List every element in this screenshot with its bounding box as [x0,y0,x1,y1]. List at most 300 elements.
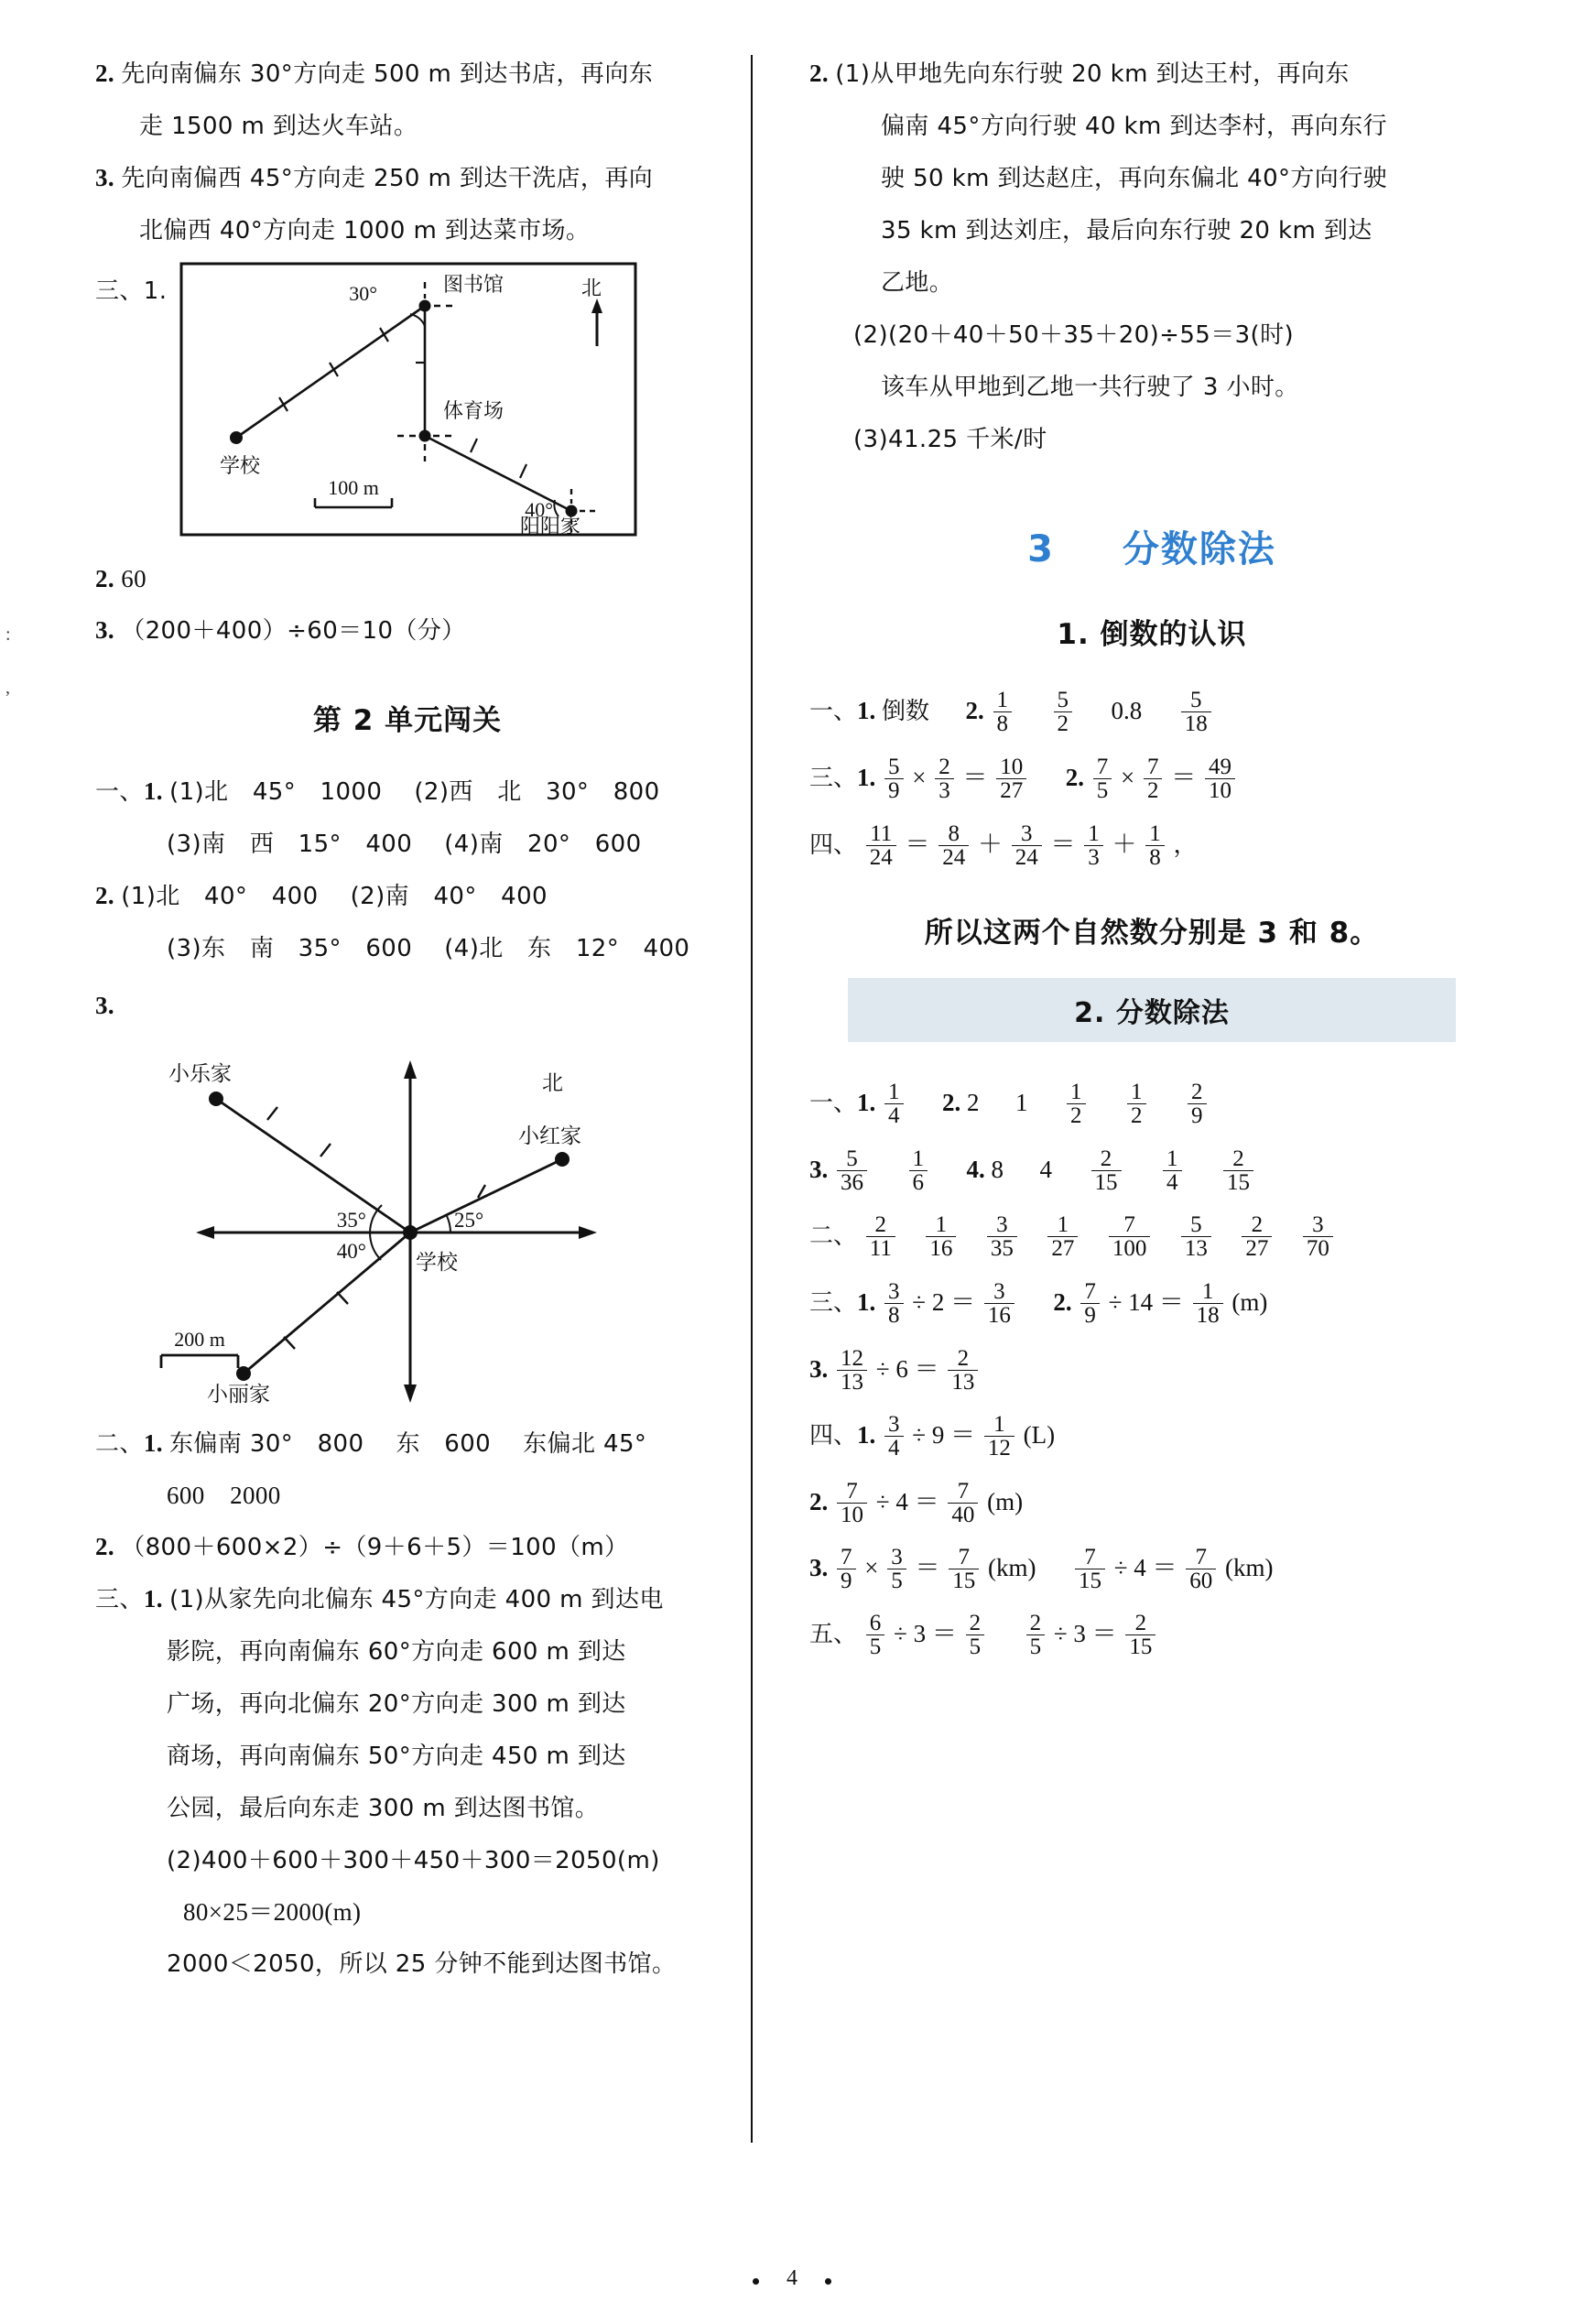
fraction [1091,1147,1122,1195]
fraction [1054,689,1073,736]
denominator: 13 [1181,1236,1211,1261]
operator: ÷ [894,1620,907,1647]
unit-label: (km) [987,1554,1036,1581]
operator: ＋ [978,831,1004,858]
denominator: 15 [949,1569,979,1593]
fraction [948,1347,978,1395]
item-number: 3. [809,1355,829,1383]
denominator: 5 [966,1634,985,1659]
item-number: 3. [95,616,115,644]
section-prefix: 二、 [95,1430,144,1458]
numerator: 2 [957,1345,970,1371]
figure-homes-compass [108,1024,720,1417]
equation-r2-san-3 [809,1336,1494,1402]
left-column [0,0,751,2243]
answer-value: 8 [991,1156,1004,1183]
figure-angle-35: 35° [336,1209,366,1232]
numerator: 3 [1021,820,1033,846]
numerator: 3 [888,1278,900,1304]
answer-line-er-1 [95,1417,720,1470]
answer-line-er-1b [95,1470,720,1521]
denominator: 3 [1084,845,1103,870]
section-prefix: 三、 [809,765,858,792]
fraction [984,1413,1014,1461]
numerator: 5 [846,1146,858,1171]
figure-scale-200m: 200 m [174,1328,225,1351]
numerator: 7 [841,1544,852,1569]
denominator: 24 [938,845,969,870]
equals: ＝ [915,1554,940,1581]
answer-value: 2 [931,1288,945,1316]
answer-value: 4 [1039,1156,1052,1183]
fraction [1075,1546,1105,1593]
item-text: (3)南 西 15° 400 (4)南 20° 600 [167,831,642,858]
equation-r2-wu [809,1601,1494,1667]
fraction [1127,1081,1146,1128]
item-text: 先向南偏西 45°方向走 250 m 到达干洗店，再向 [121,165,654,192]
numerator: 2 [874,1211,887,1237]
denominator: 16 [926,1236,956,1261]
fraction [1186,1546,1216,1593]
fraction [1181,689,1211,736]
numerator: 2 [1232,1146,1244,1171]
equation-r2-san-1 [809,1269,1494,1336]
chapter-title: 分数除法 [1122,528,1276,570]
library-map-svg [179,262,637,537]
fraction [1012,822,1042,870]
numerator: 1 [935,1211,948,1237]
denominator: 4 [1163,1170,1182,1195]
section-prefix: 三、 [809,1289,858,1317]
numerator: 8 [948,820,960,846]
answer-value: 3 [913,1620,927,1647]
denominator: 2 [1054,711,1073,736]
fraction [884,1413,904,1461]
numerator: 2 [1134,1610,1147,1635]
heading-unit-2: 第 2 单元闯关 [312,704,503,737]
numerator: 7 [1084,1544,1096,1569]
answer-line-yi-1 [95,766,720,818]
item-number: 2. [942,1089,961,1116]
numerator: 3 [888,1411,900,1437]
item-text: 偏南 45°方向行驶 40 km 到达李村，再向东行 [881,113,1388,140]
numerator: 6 [869,1610,882,1635]
operator: ÷ [875,1488,890,1515]
answer-value: 9 [931,1421,945,1449]
denominator: 15 [1223,1170,1253,1195]
numerator: 2 [1191,1079,1203,1104]
fraction [1181,1213,1211,1261]
numerator: 1 [1070,1079,1082,1104]
answer-line-2b [95,100,720,152]
denominator: 12 [984,1436,1014,1461]
figure-label-north-2: 北 [542,1071,563,1095]
denominator: 2 [1067,1103,1086,1128]
denominator: 15 [1091,1170,1122,1195]
item-text: 公园，最后向东走 300 m 到达图书馆。 [167,1795,600,1822]
numerator: 7 [1195,1544,1208,1569]
item-number: 1. [857,1089,876,1116]
numerator: 5 [888,754,900,779]
item-number: 2. [1053,1288,1072,1316]
denominator: 16 [984,1303,1014,1328]
equals: ＝ [905,831,930,858]
numerator: 1 [1166,1146,1178,1171]
section-prefix: 一、 [809,698,858,725]
answer-line-r2-1b [809,100,1494,152]
answer-line-r2-2b [809,361,1494,413]
item-text: 商场，再向南偏东 50°方向走 450 m 到达 [167,1743,626,1770]
figure-label-stadium: 体育场 [443,400,504,423]
equals: ＝ [914,1488,939,1515]
answer-line-san3-1d [95,1730,720,1782]
denominator: 100 [1109,1236,1151,1261]
equation-yi-1 [809,678,1494,744]
numerator: 1 [993,1411,1005,1437]
item-text: 驶 50 km 到达赵庄，再向东偏北 40°方向行驶 [881,165,1388,192]
denominator: 9 [884,778,904,803]
equals: ＝ [931,1620,957,1647]
fraction [837,1480,867,1527]
numerator: 7 [1146,754,1159,779]
fraction [884,1280,904,1328]
section-prefix: 一、 [809,1090,858,1117]
fraction [866,822,896,870]
item-text: 先向南偏东 30°方向走 500 m 到达书店，再向东 [121,60,654,88]
heading-section-2: 所以这两个自然数分别是 3 和 8。 [924,917,1380,950]
fraction [1067,1081,1086,1128]
answer-value: 2 [967,1089,980,1116]
denominator: 5 [887,1569,906,1593]
chapter-number: 3 [1027,528,1055,570]
unit-label: (m) [987,1488,1024,1515]
fraction [993,689,1013,736]
numerator: 49 [1208,754,1231,779]
equation-r2-yi-3 [809,1136,1494,1202]
answer-line-san3-1b [95,1625,720,1678]
fraction [935,755,954,803]
item-number: 2. [95,1533,115,1560]
numerator: 7 [1096,754,1109,779]
item-text: 北偏西 40°方向走 1000 m 到达菜市场。 [139,217,591,244]
fraction [949,1546,979,1593]
item-text: (1)从家先向北偏东 45°方向走 400 m 到达电 [169,1586,664,1613]
denominator: 70 [1303,1236,1333,1261]
fraction [1047,1213,1078,1261]
fraction [909,1147,928,1195]
section-prefix: 二、 [809,1222,858,1250]
numerator: 3 [993,1278,1005,1304]
item-text: (1)从甲地先向东行驶 20 km 到达王村，再向东 [835,60,1350,88]
item-number: 2. [95,565,115,592]
numerator: 3 [996,1211,1008,1237]
numerator: 1 [912,1146,924,1171]
right-column [753,0,1558,2243]
numerator: 5 [1057,687,1069,712]
fraction [1125,1612,1155,1659]
denominator: 11 [866,1236,895,1261]
equation-r2-si-1 [809,1402,1494,1469]
fraction [1188,1081,1207,1128]
numerator: 2 [1251,1211,1264,1237]
fraction [837,1546,856,1593]
margin-mark-lower: , [5,678,10,698]
equals: ＝ [1091,1620,1117,1647]
unit-label: (m) [1231,1288,1268,1316]
figure-angle-25: 25° [454,1209,484,1232]
figure-label-san-1: 三、1. [95,277,168,305]
denominator: 13 [837,1370,867,1395]
item-number: 1. [857,1288,876,1316]
numerator: 7 [846,1478,858,1504]
operator: ÷ [912,1288,927,1316]
page-footer [0,2266,1584,2291]
section-prefix: 四、 [809,1422,858,1450]
figure-label-school: 学校 [220,455,261,478]
unit-label: (L) [1023,1421,1056,1449]
answer-value: 倒数 [882,698,930,725]
fraction [938,822,969,870]
figure-scale-100m: 100 m [328,476,379,499]
denominator: 4 [884,1436,904,1461]
numerator: 2 [969,1610,982,1635]
equation-r2-si-3 [809,1535,1494,1601]
answer-line-2a [95,48,720,100]
denominator: 18 [1193,1303,1223,1328]
item-text: 60 [121,565,147,592]
item-number: 1. [857,764,876,791]
operator: ÷ [1108,1288,1123,1316]
item-text: (3)东 南 35° 600 (4)北 东 12° 400 [167,935,690,962]
answer-line-r2-3 [809,413,1494,465]
numerator: 3 [1312,1211,1324,1237]
denominator: 27 [996,778,1026,803]
operator: ÷ [1113,1554,1128,1581]
fraction [1303,1213,1333,1261]
fraction [984,1280,1014,1328]
numerator: 1 [1131,1079,1143,1104]
numerator: 1 [888,1079,900,1104]
numerator: 11 [870,820,893,846]
denominator: 3 [935,778,954,803]
item-number: 2. [809,60,830,87]
figure-label-school-center: 学校 [416,1251,458,1275]
item-text: 广场，再向北偏东 20°方向走 300 m 到达 [167,1690,626,1718]
homes-compass-svg [108,1024,621,1417]
operator: ÷ [875,1355,890,1383]
denominator: 5 [1093,778,1112,803]
answer-line-r2-1e [809,256,1494,309]
answer-value: 1 [1015,1089,1028,1116]
equals: ＝ [950,1421,976,1449]
figure-label-yangyang: 阳阳家 [520,516,581,537]
figure-angle-30: 30° [349,282,377,305]
operator: × [912,764,927,791]
denominator: 5 [866,1634,885,1659]
equation-r2-si-2 [809,1469,1494,1535]
item-text: (3)41.25 千米/时 [853,426,1047,453]
answer-line-yi-2 [95,870,720,922]
item-number: 3. [809,1156,829,1183]
item-text: 600 2000 [167,1482,281,1509]
fraction [837,1347,867,1395]
equals: ＝ [1050,831,1076,858]
answer-value: 3 [1073,1620,1086,1647]
denominator: 8 [1145,845,1165,870]
denominator: 60 [1186,1569,1216,1593]
answer-line-3b [95,204,720,256]
numerator: 10 [1000,754,1024,779]
answer-value: 6 [895,1355,908,1383]
denominator: 13 [948,1370,978,1395]
item-number: 3. [95,164,115,191]
heading-section-1: 1. 倒数的认识 [1057,618,1247,651]
item-number: 2. [95,882,115,909]
figure-label-3: 3. [95,992,115,1019]
numerator: 7 [957,1478,970,1504]
equals: ＝ [1158,1288,1184,1316]
figure-angle-40b: 40° [336,1240,366,1263]
item-text: （200＋400）÷60＝10（分） [121,617,466,645]
equals: ＝ [914,1355,939,1383]
equals: ＝ [1171,764,1197,791]
trailing-punct: ， [1173,831,1198,859]
equation-san-1 [809,744,1494,811]
equation-si-1 [809,811,1494,878]
denominator: 8 [993,711,1013,736]
denominator: 5 [1026,1634,1046,1659]
item-number: 2. [1065,764,1084,791]
answer-line-san3-1e [95,1782,720,1834]
numerator: 5 [1190,1211,1202,1237]
fraction [1109,1213,1151,1261]
answer-line-r2-1 [809,48,1494,100]
denominator: 2 [1144,778,1163,803]
item-text: (1)北 45° 1000 (2)西 北 30° 800 [169,778,660,806]
item-text: 2000＜2050，所以 25 分钟不能到达图书馆。 [167,1950,677,1978]
figure-label-library: 图书馆 [443,274,504,297]
fraction [1084,822,1103,870]
figure-label-xiaoli: 小丽家 [207,1383,270,1406]
item-number: 2. [965,697,984,724]
answer-decimal: 0.8 [1111,697,1143,724]
fraction [1205,755,1235,803]
item-number: 2. [809,1488,829,1515]
item-number: 3. [809,1554,829,1581]
fraction [884,1081,904,1128]
numerator: 5 [1190,687,1202,712]
answer-line-2-60 [95,553,720,604]
item-number: 1. [857,1421,876,1449]
denominator: 36 [837,1170,867,1195]
answer-line-yi-1b [95,818,720,870]
numerator: 2 [1100,1146,1112,1171]
answer-line-r2-2 [809,309,1494,361]
denominator: 27 [1242,1236,1272,1261]
equals: ＝ [950,1288,976,1316]
item-number: 1. [143,777,163,805]
footer-dot-right [825,2278,831,2285]
fraction [1193,1280,1223,1328]
numerator: 2 [938,754,950,779]
item-text: (2)(20＋40＋50＋35＋20)÷55＝3(时) [853,321,1295,349]
figure-library-map [179,262,637,537]
denominator: 24 [866,845,896,870]
denominator: 2 [1127,1103,1146,1128]
item-number: 4. [966,1156,985,1183]
fraction [884,755,904,803]
item-number: 1. [143,1429,163,1457]
numerator: 1 [1201,1278,1214,1304]
operator: ÷ [1053,1620,1068,1647]
denominator: 40 [948,1503,978,1527]
figure-label-north: 北 [580,277,602,300]
item-number: 1. [143,1585,163,1613]
fraction [1026,1612,1046,1659]
numerator: 12 [841,1345,863,1371]
fraction [926,1213,956,1261]
item-text: (1)北 40° 400 (2)南 40° 400 [121,883,548,910]
answer-line-3-calc [95,604,720,657]
item-text: 该车从甲地到乙地一共行驶了 3 小时。 [881,374,1299,401]
numerator: 7 [1084,1278,1096,1304]
fraction [966,1612,985,1659]
numerator: 7 [958,1544,970,1569]
margin-mark-upper: : [5,624,11,645]
equals: ＝ [962,764,988,791]
fraction [1242,1213,1272,1261]
fraction [987,1213,1017,1261]
numerator: 1 [1149,820,1161,846]
section-prefix: 一、 [95,778,144,806]
figure-label-xiaohong: 小红家 [518,1124,581,1148]
fraction [1145,822,1165,870]
equation-r2-er [809,1202,1494,1269]
answer-line-san3-3 [95,1886,720,1938]
unit-label: (km) [1225,1554,1274,1581]
item-text: （800＋600×2）÷（9＋6＋5）＝100（m） [121,1534,629,1561]
fraction [996,755,1026,803]
item-text: 走 1500 m 到达火车站。 [139,113,418,140]
answer-value: 14 [1128,1288,1154,1316]
answer-line-r2-1d [809,204,1494,256]
operator: × [1121,764,1135,791]
item-text: 东偏南 30° 800 东 600 东偏北 45° [169,1430,647,1458]
answer-line-er-2 [95,1521,720,1573]
operator: ＋ [1112,831,1137,858]
numerator: 7 [1123,1211,1135,1237]
denominator: 15 [1125,1634,1155,1659]
operator: × [864,1554,879,1581]
fraction [1093,755,1112,803]
numerator: 1 [1088,820,1100,846]
fraction [1080,1280,1100,1328]
fraction [866,1213,895,1261]
figure-block-library [95,262,720,537]
denominator: 9 [1188,1103,1207,1128]
denominator: 18 [1181,711,1211,736]
denominator: 9 [1080,1303,1100,1328]
numerator: 1 [1057,1211,1069,1237]
item-text: (2)400＋600＋300＋450＋300＝2050(m) [167,1847,660,1874]
fraction [1163,1147,1182,1195]
answer-value: 4 [895,1488,908,1515]
denominator: 8 [884,1303,904,1328]
fraction [1223,1147,1253,1195]
fraction [837,1147,867,1195]
answer-line-san3-2 [95,1834,720,1886]
answer-line-san3-1c [95,1678,720,1730]
